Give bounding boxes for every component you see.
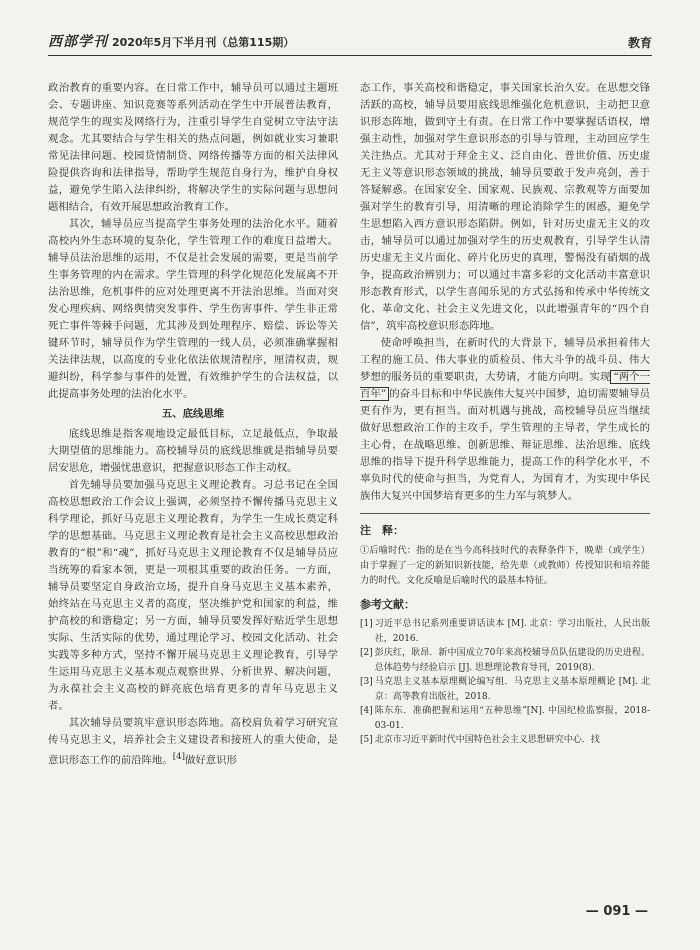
citation-mark: [4]	[172, 752, 185, 762]
references-list	[360, 617, 650, 748]
paragraph: 底线思维是指客观地设定最低目标，立足最低点，争取最大期望值的思维能力。高校辅导员的底线思维就是指辅导员要居安思危，增强忧患意识，把握意识形态工作主动权。	[48, 428, 338, 474]
reference-number: [3]	[360, 677, 373, 687]
header-left	[48, 31, 294, 51]
reference-number: [1]	[360, 619, 373, 629]
reference-text: 彭庆红，耿昂．新中国成立70年来高校辅导员队伍建设的历史进程、总体趋势与经验启示 [J]. 思想理论教育导刊，2019(8).	[374, 648, 650, 673]
paragraph-text: 的奋斗目标和中华民族伟大复兴中国梦，迫切需要辅导员更有作为，更有担当。面对机遇与挑战，高校辅导员应当继续做好思想政治工作的主攻手，学生管理的主导者，学生成长的主心骨，在战略思维、创新思维、辩证思维、法治思维、底线思维的指导下提升科学思维能力，提高工作的科学化水平，不辜负时代的使命与担当，为党育人，为国育才，为实现中华民族伟大复兴中国梦培育更多的生力军与筑梦人。	[360, 388, 651, 502]
paragraph	[360, 335, 650, 505]
reference-item	[360, 733, 650, 748]
reference-number: [4]	[360, 706, 373, 716]
paragraph: 态工作，事关高校和谐稳定，事关国家长治久安。在思想交锋活跃的高校，辅导员要用底线思维强化危机意识，主动把卫意识形态阵地，做到守土有责。在日常工作中要掌握话语权，增强主动性，加强对学生意识形态的引导与管理，主动回应学生关注热点。尤其对于拜金主义、泛自由化、普世价值、历史虚无主义等意识形态领域的挑战，辅导员要敢于发声亮剑，善于答疑解惑。在国家安全、国家观、民族观、宗教观等方面要加强对学生的教育引导，用清晰的理论消除学生的困惑，避免学生思想陷入西方意识形态陷阱。例如，针对历史虚无主义的攻击，辅导员可以通过加强对学生的历史观教育，引导学生认清历史虚无主义片面化、碎片化历史的真理，警惕没有硝烟的战争，提高政治辨别力；可以通过丰富多彩的文化活动丰富意识形态教育形式，以学生喜闻乐见的方式弘扬和传承中华传统文化、革命文化、社会主义先进文化，以此增强青年的“四个自信”，筑牢高校意识形态阵地。	[360, 82, 650, 332]
page-header	[48, 30, 652, 56]
reference-number: [2]	[360, 648, 373, 658]
reference-text: 陈东东．准确把握和运用“五种思维”[N]. 中国纪检监察报，2018-03-01.	[374, 706, 650, 731]
issue-info: 2020年5月下半月刊（总第115期）	[112, 36, 295, 49]
highlighted-phrase: “两个一百年”	[360, 371, 651, 400]
reference-item	[360, 646, 650, 675]
page-number: — 091 —	[585, 904, 648, 919]
paragraph: 政治教育的重要内容。在日常工作中，辅导员可以通过主题班会、专题讲座、知识竞赛等系列活动在学生中开展普法教育，规范学生的现实及网络行为，注重引导学生自觉树立守法守法观念。尤其要结合与学生相关的热点问题，例如就业实习兼职常见法律问题、校园贷情制贷、网络传播等方面的相关法律风险提供咨询和法律指导，帮助学生规范自身行为，维护自身权益，避免学生陷入法律纠纷，将解决学生的实际问题与思想问题相结合，有效开展思想政治教育工作。	[48, 82, 338, 213]
journal-logo: 西部学刊	[48, 34, 108, 50]
paragraph-text: 做好意识形	[184, 754, 237, 767]
reference-text: 习近平总书记系列重要讲话读本 [M]. 北京：学习出版社，人民出版社，2016.	[374, 619, 650, 644]
notes-heading: 注 释：	[360, 524, 404, 537]
reference-text: 马克思主义基本原理概论编写组．马克思主义基本原理概论 [M]. 北京：高等教育出版社，2018.	[374, 677, 650, 702]
section-subheading: 五、底线思维	[161, 408, 225, 420]
paragraph: 其次，辅导员应当提高学生事务处理的法治化水平。随着高校内外生态环境的复杂化，学生管理工作的难度日益增大。辅导员法治思维的运用，不仅是社会发展的需要，更是当前学生事务管理的内在需求。学生管理的科学化规范化发展离不开法治思维，危机事件的应对处理更离不开法治思维。当面对突发心理疾病、网络舆情突发事件、学生伤害事件、学生非正常死亡事件等棘手问题，尤其涉及到处理程序、赔偿、诉讼等关键环节时，辅导员作为学生管理的一线人员，必须准确掌握相关法律法规，以高度的专业化依法依规清程序，厘清权责，规避纠纷，科学参与事件的处置，有效维护学生的合法权益，以此提高事务处理的法治化水平。	[48, 218, 338, 400]
left-column	[48, 80, 338, 769]
reference-item	[360, 704, 650, 733]
paragraph-text: 使命呼唤担当，在新时代的大背景下，辅导员承担着伟大工程的施工员、伟大事业的质检员、伟大斗争的战斗员、伟大梦想的服务员的重要职责，大势请，才能方向明。实现	[360, 337, 650, 383]
references-heading: 参考文献：	[360, 598, 415, 611]
reference-number: [5]	[360, 735, 373, 745]
reference-item	[360, 617, 650, 646]
section-label: 教育	[627, 36, 652, 50]
paragraph: 首先辅导员要加强马克思主义理论教育。习总书记在全国高校思想政治工作会议上强调，必须坚持不懈传播马克思主义科学理论，抓好马克思主义理论教育，为学生一生成长奠定科学的思想基础。马克思主义理论教育是社会主义高校思想政治教育的“根”和“魂”，抓好马克思主义理论教育不仅是辅导员应当统筹的看家本领，更是一项根其重要的政治任务。一方面，辅导员要坚定自身政治立场，提升自身马克思主义基本素养，始终站在马克思主义者的高度，坚决维护党和国家的利益，维护高校的和谐稳定；另一方面，辅导员要发挥好贴近学生思想实际、生活实际的优势，通过理论学习、校园文化活动、社会实践等多种方式，坚持不懈开展马克思主义理论教育，引导学生运用马克思主义基本观点观察世界、分析世界、解决问题，为永葆社会主义高校的鲜亮底色培育更多的青年马克思主义者。	[48, 479, 338, 712]
note-item: ①后喻时代：指的是在当今高科技时代的表释条件下，晚辈（或学生）由于掌握了一定的新知识新技能，给先辈（或教师）传授知识和培养能力的时代。文化反喻是后喻时代的最基本特征。	[360, 545, 650, 586]
divider	[360, 513, 650, 514]
reference-item	[360, 675, 650, 704]
paragraph-text: 其次辅导员要筑牢意识形态阵地。高校肩负着学习研究宣传马克思主义，培养社会主义建设者和接班人的重大使命，是意识形态工作的前沿阵地。	[48, 717, 338, 767]
reference-text: 北京市习近平新时代中国特色社会主义思想研究中心．找	[374, 735, 600, 745]
paragraph	[48, 715, 338, 769]
right-column	[360, 80, 650, 748]
